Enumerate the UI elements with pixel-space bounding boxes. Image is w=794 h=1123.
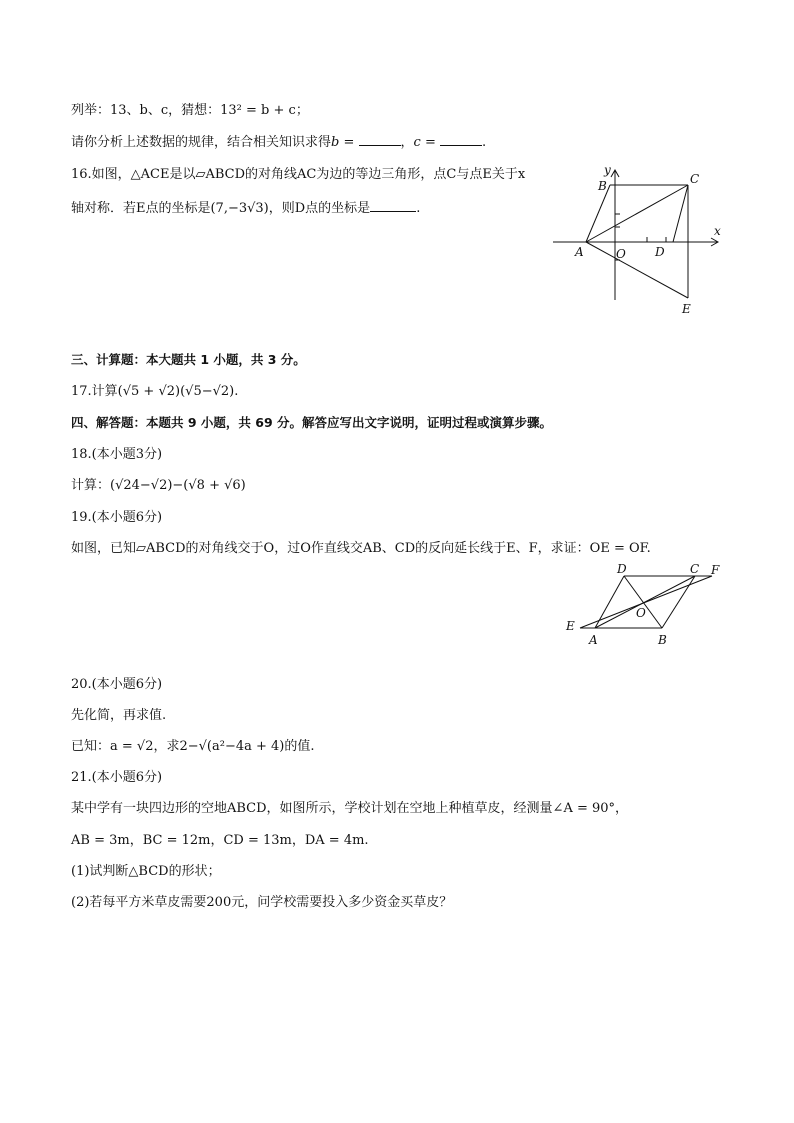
fig19-label-c: C (690, 562, 700, 576)
q15-c-label: c = (413, 135, 436, 150)
q15-b-label: b = (331, 135, 355, 150)
q16-answer-blank[interactable] (370, 199, 416, 212)
fig19-label-d: D (617, 562, 627, 576)
q15-end: . (481, 135, 487, 150)
fig16-label-x: x (714, 224, 721, 238)
q15-question-line (71, 133, 486, 152)
q19-body: 如图，已知▱ABCD的对角线交于O，过O作直线交AB、CD的反向延长线于E、F，求证：OE = OF. (71, 541, 651, 556)
q16-line-2 (71, 199, 420, 218)
q19-heading: 19.(本小题6分) (71, 510, 163, 525)
q17-line: 17.计算(√5 + √2)(√5−√2). (71, 384, 239, 399)
q15-b-blank[interactable] (359, 133, 401, 146)
q20-heading: 20.(本小题6分) (71, 677, 163, 692)
fig19-label-f: F (711, 563, 720, 577)
fig19-label-e: E (566, 619, 575, 633)
figure-q19 (560, 560, 730, 650)
q15-text: 请你分析上述数据的规律，结合相关知识求得 (71, 135, 332, 150)
q21-body-4: (2)若每平方米草皮需要200元，问学校需要投入多少资金买草皮？ (71, 895, 453, 910)
fig16-label-y: y (604, 163, 611, 177)
q20-body-2: 已知：a = √2，求2−√(a²−4a + 4)的值. (71, 739, 315, 754)
q18-body: 计算：(√24−√2)−(√8 + √6) (71, 478, 246, 493)
q20-body-1: 先化简，再求值. (71, 708, 167, 723)
q15-sep: ， (400, 135, 414, 150)
fig16-label-b: B (598, 179, 607, 193)
fig16-label-c: C (690, 172, 700, 186)
fig19-label-a: A (589, 633, 598, 647)
fig16-label-o: O (616, 247, 626, 261)
fig19-label-o: O (636, 606, 646, 620)
fig16-label-d: D (655, 245, 665, 259)
q21-body-1: 某中学有一块四边形的空地ABCD，如图所示，学校计划在空地上种植草皮，经测量∠A = 90°， (71, 801, 629, 816)
q16-text: 轴对称．若E点的坐标是(7,−3√3)，则D点的坐标是 (71, 201, 371, 216)
q16-line-1: 16.如图，△ACE是以▱ABCD的对角线AC为边的等边三角形，点C与点E关于x (71, 167, 526, 182)
section-3-heading: 三、计算题：本大题共 1 小题，共 3 分。 (71, 352, 306, 367)
q21-body-2: AB = 3m，BC = 12m，CD = 13m，DA = 4m. (71, 833, 369, 848)
q15-example-line: 列举：13、b、c，猜想：13² = b + c； (71, 103, 309, 118)
figure-q16 (548, 160, 738, 320)
q21-heading: 21.(本小题6分) (71, 770, 163, 785)
fig16-label-e: E (682, 302, 691, 316)
q15-c-blank[interactable] (440, 133, 482, 146)
q21-body-3: (1)试判断△BCD的形状； (71, 864, 221, 879)
q16-end: . (416, 201, 421, 216)
q18-heading: 18.(本小题3分) (71, 447, 163, 462)
fig19-label-b: B (658, 633, 667, 647)
fig16-label-a: A (575, 245, 584, 259)
section-4-heading: 四、解答题：本题共 9 小题，共 69 分。解答应写出文字说明，证明过程或演算步骤。 (71, 415, 553, 430)
